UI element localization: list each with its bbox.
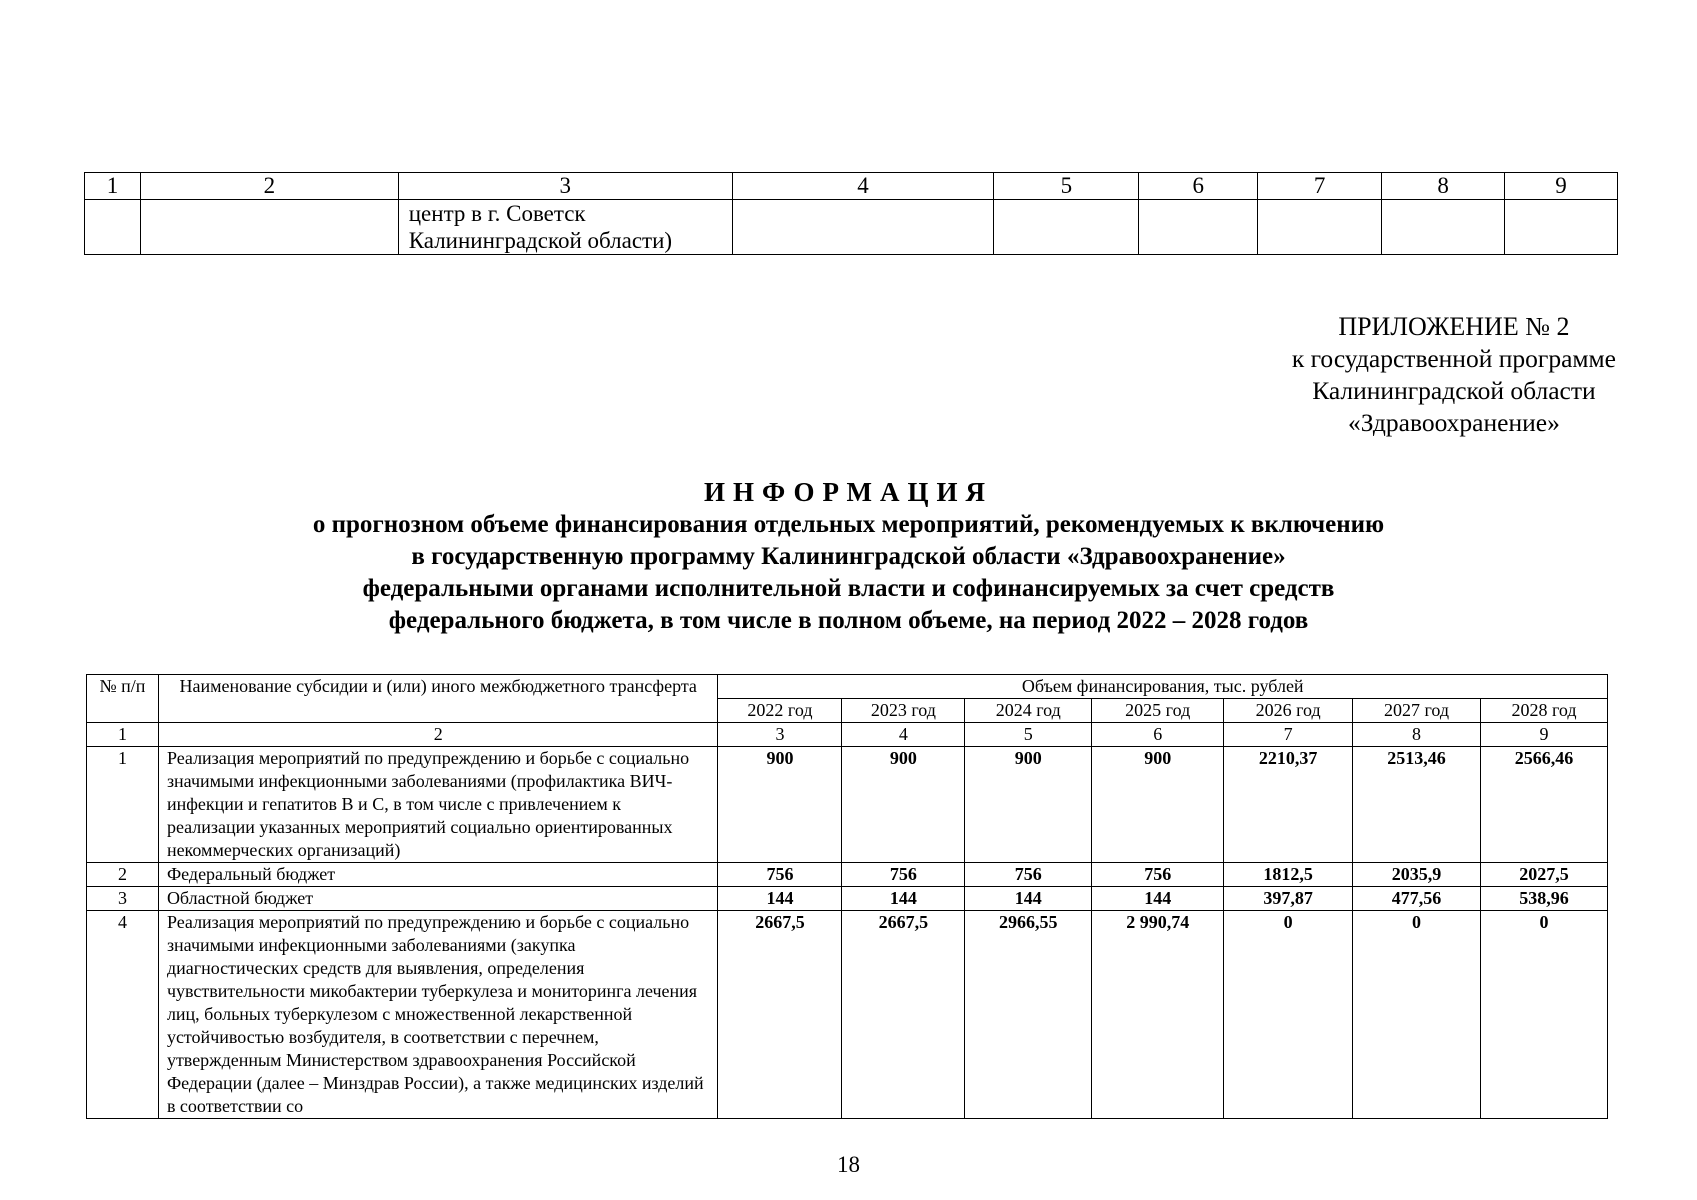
value-cell: 756: [842, 863, 965, 887]
row-name: Федеральный бюджет: [158, 863, 718, 887]
document-heading: [0, 475, 1697, 637]
value-cell: 0: [1224, 911, 1353, 1119]
index-cell: 2: [158, 723, 718, 747]
value-cell: 2966,55: [965, 911, 1092, 1119]
appendix-line: Калининградской области: [1312, 376, 1596, 405]
header-cell: 2: [140, 173, 398, 200]
empty-cell: [1139, 200, 1258, 255]
year-header: 2026 год: [1224, 699, 1353, 723]
funding-table: [86, 674, 1608, 1119]
row-number: 3: [87, 887, 159, 911]
index-cell: 9: [1481, 723, 1608, 747]
empty-cell: [1382, 200, 1505, 255]
continuation-header-row: [85, 173, 1618, 200]
document-title: ИНФОРМАЦИЯ: [704, 477, 993, 507]
empty-cell: [1505, 200, 1618, 255]
value-cell: 2513,46: [1353, 747, 1481, 863]
value-cell: 2035,9: [1353, 863, 1481, 887]
name-column-header: Наименование субсидии и (или) иного межбюджетного трансферта: [158, 675, 718, 723]
empty-cell: [85, 200, 141, 255]
value-cell: 397,87: [1224, 887, 1353, 911]
value-cell: 2667,5: [842, 911, 965, 1119]
year-header: 2023 год: [842, 699, 965, 723]
row-number: 1: [87, 747, 159, 863]
value-cell: 900: [965, 747, 1092, 863]
table-row: [87, 911, 1608, 1119]
document-subtitle-line: федерального бюджета, в том числе в полном объеме, на период 2022 – 2028 годов: [388, 607, 1309, 634]
index-cell: 3: [718, 723, 842, 747]
document-subtitle-line: о прогнозном объеме финансирования отдельных мероприятий, рекомендуемых к включению: [312, 511, 1385, 538]
empty-cell: [1258, 200, 1382, 255]
value-cell: 900: [842, 747, 965, 863]
row-number: 4: [87, 911, 159, 1119]
header-cell: 6: [1139, 173, 1258, 200]
number-column-header: № п/п: [87, 675, 159, 723]
value-cell: 144: [842, 887, 965, 911]
index-cell: 4: [842, 723, 965, 747]
page-number: 18: [837, 1152, 860, 1177]
continuation-table: [84, 172, 1618, 255]
row-name: Областной бюджет: [158, 887, 718, 911]
value-cell: 756: [718, 863, 842, 887]
row-number: 2: [87, 863, 159, 887]
continuation-row: [85, 200, 1618, 255]
header-cell: 3: [398, 173, 732, 200]
year-header: 2022 год: [718, 699, 842, 723]
value-cell: 144: [1092, 887, 1224, 911]
value-cell: 2 990,74: [1092, 911, 1224, 1119]
table-header-row: [87, 675, 1608, 699]
continued-text-cell: [398, 200, 732, 255]
table-row: [87, 887, 1608, 911]
row-name: Реализация мероприятий по предупреждению и борьбе с социально значимыми инфекционными заболеваниями (профилактика ВИЧ-инфекции и гепатитов В и С, в том числе с привлечением к реализации указанных мероприятий социально ориентированных некоммерческих организаций): [158, 747, 718, 863]
empty-cell: [994, 200, 1139, 255]
value-cell: 2667,5: [718, 911, 842, 1119]
value-cell: 144: [718, 887, 842, 911]
value-cell: 1812,5: [1224, 863, 1353, 887]
empty-cell: [732, 200, 994, 255]
value-cell: 144: [965, 887, 1092, 911]
row-name: Реализация мероприятий по предупреждению и борьбе с социально значимыми инфекционными заболеваниями (закупка диагностических средств для выявления, определения чувствительности микобактерии туберкулеза и мониторинга лечения лиц, больных туберкулезом с множественной лекарственной устойчивостью возбудителя, в соответствии с перечнем, утвержденным Министерством здравоохранения Российской Федерации (далее – Минздрав России), а также медицинских изделий в соответствии со: [158, 911, 718, 1119]
appendix-line: «Здравоохранение»: [1348, 408, 1560, 437]
header-cell: 4: [732, 173, 994, 200]
empty-cell: [140, 200, 398, 255]
table-row: [87, 747, 1608, 863]
header-cell: 9: [1505, 173, 1618, 200]
index-cell: 5: [965, 723, 1092, 747]
index-cell: 1: [87, 723, 159, 747]
header-cell: 7: [1258, 173, 1382, 200]
continued-text-line: Калининградской области): [408, 228, 673, 253]
table-row: [87, 863, 1608, 887]
index-cell: 8: [1353, 723, 1481, 747]
year-header: 2028 год: [1481, 699, 1608, 723]
year-header: 2024 год: [965, 699, 1092, 723]
value-cell: 538,96: [1481, 887, 1608, 911]
index-row: [87, 723, 1608, 747]
document-subtitle-line: федеральными органами исполнительной власти и софинансируемых за счет средств: [362, 575, 1335, 602]
value-cell: 0: [1353, 911, 1481, 1119]
document-subtitle-line: в государственную программу Калининградской области «Здравоохранение»: [411, 543, 1286, 570]
header-cell: 1: [85, 173, 141, 200]
index-cell: 6: [1092, 723, 1224, 747]
value-cell: 2566,46: [1481, 747, 1608, 863]
value-cell: 756: [1092, 863, 1224, 887]
continued-text-line: центр в г. Советск: [408, 201, 586, 226]
value-cell: 477,56: [1353, 887, 1481, 911]
funding-header: Объем финансирования, тыс. рублей: [718, 675, 1608, 699]
value-cell: 900: [1092, 747, 1224, 863]
value-cell: 2027,5: [1481, 863, 1608, 887]
year-header: 2027 год: [1353, 699, 1481, 723]
appendix-block: [1292, 311, 1616, 439]
value-cell: 900: [718, 747, 842, 863]
year-header: 2025 год: [1092, 699, 1224, 723]
index-cell: 7: [1224, 723, 1353, 747]
header-cell: 5: [994, 173, 1139, 200]
appendix-title: ПРИЛОЖЕНИЕ № 2: [1338, 312, 1570, 341]
header-cell: 8: [1382, 173, 1505, 200]
value-cell: 0: [1481, 911, 1608, 1119]
value-cell: 2210,37: [1224, 747, 1353, 863]
appendix-line: к государственной программе: [1291, 344, 1616, 373]
value-cell: 756: [965, 863, 1092, 887]
